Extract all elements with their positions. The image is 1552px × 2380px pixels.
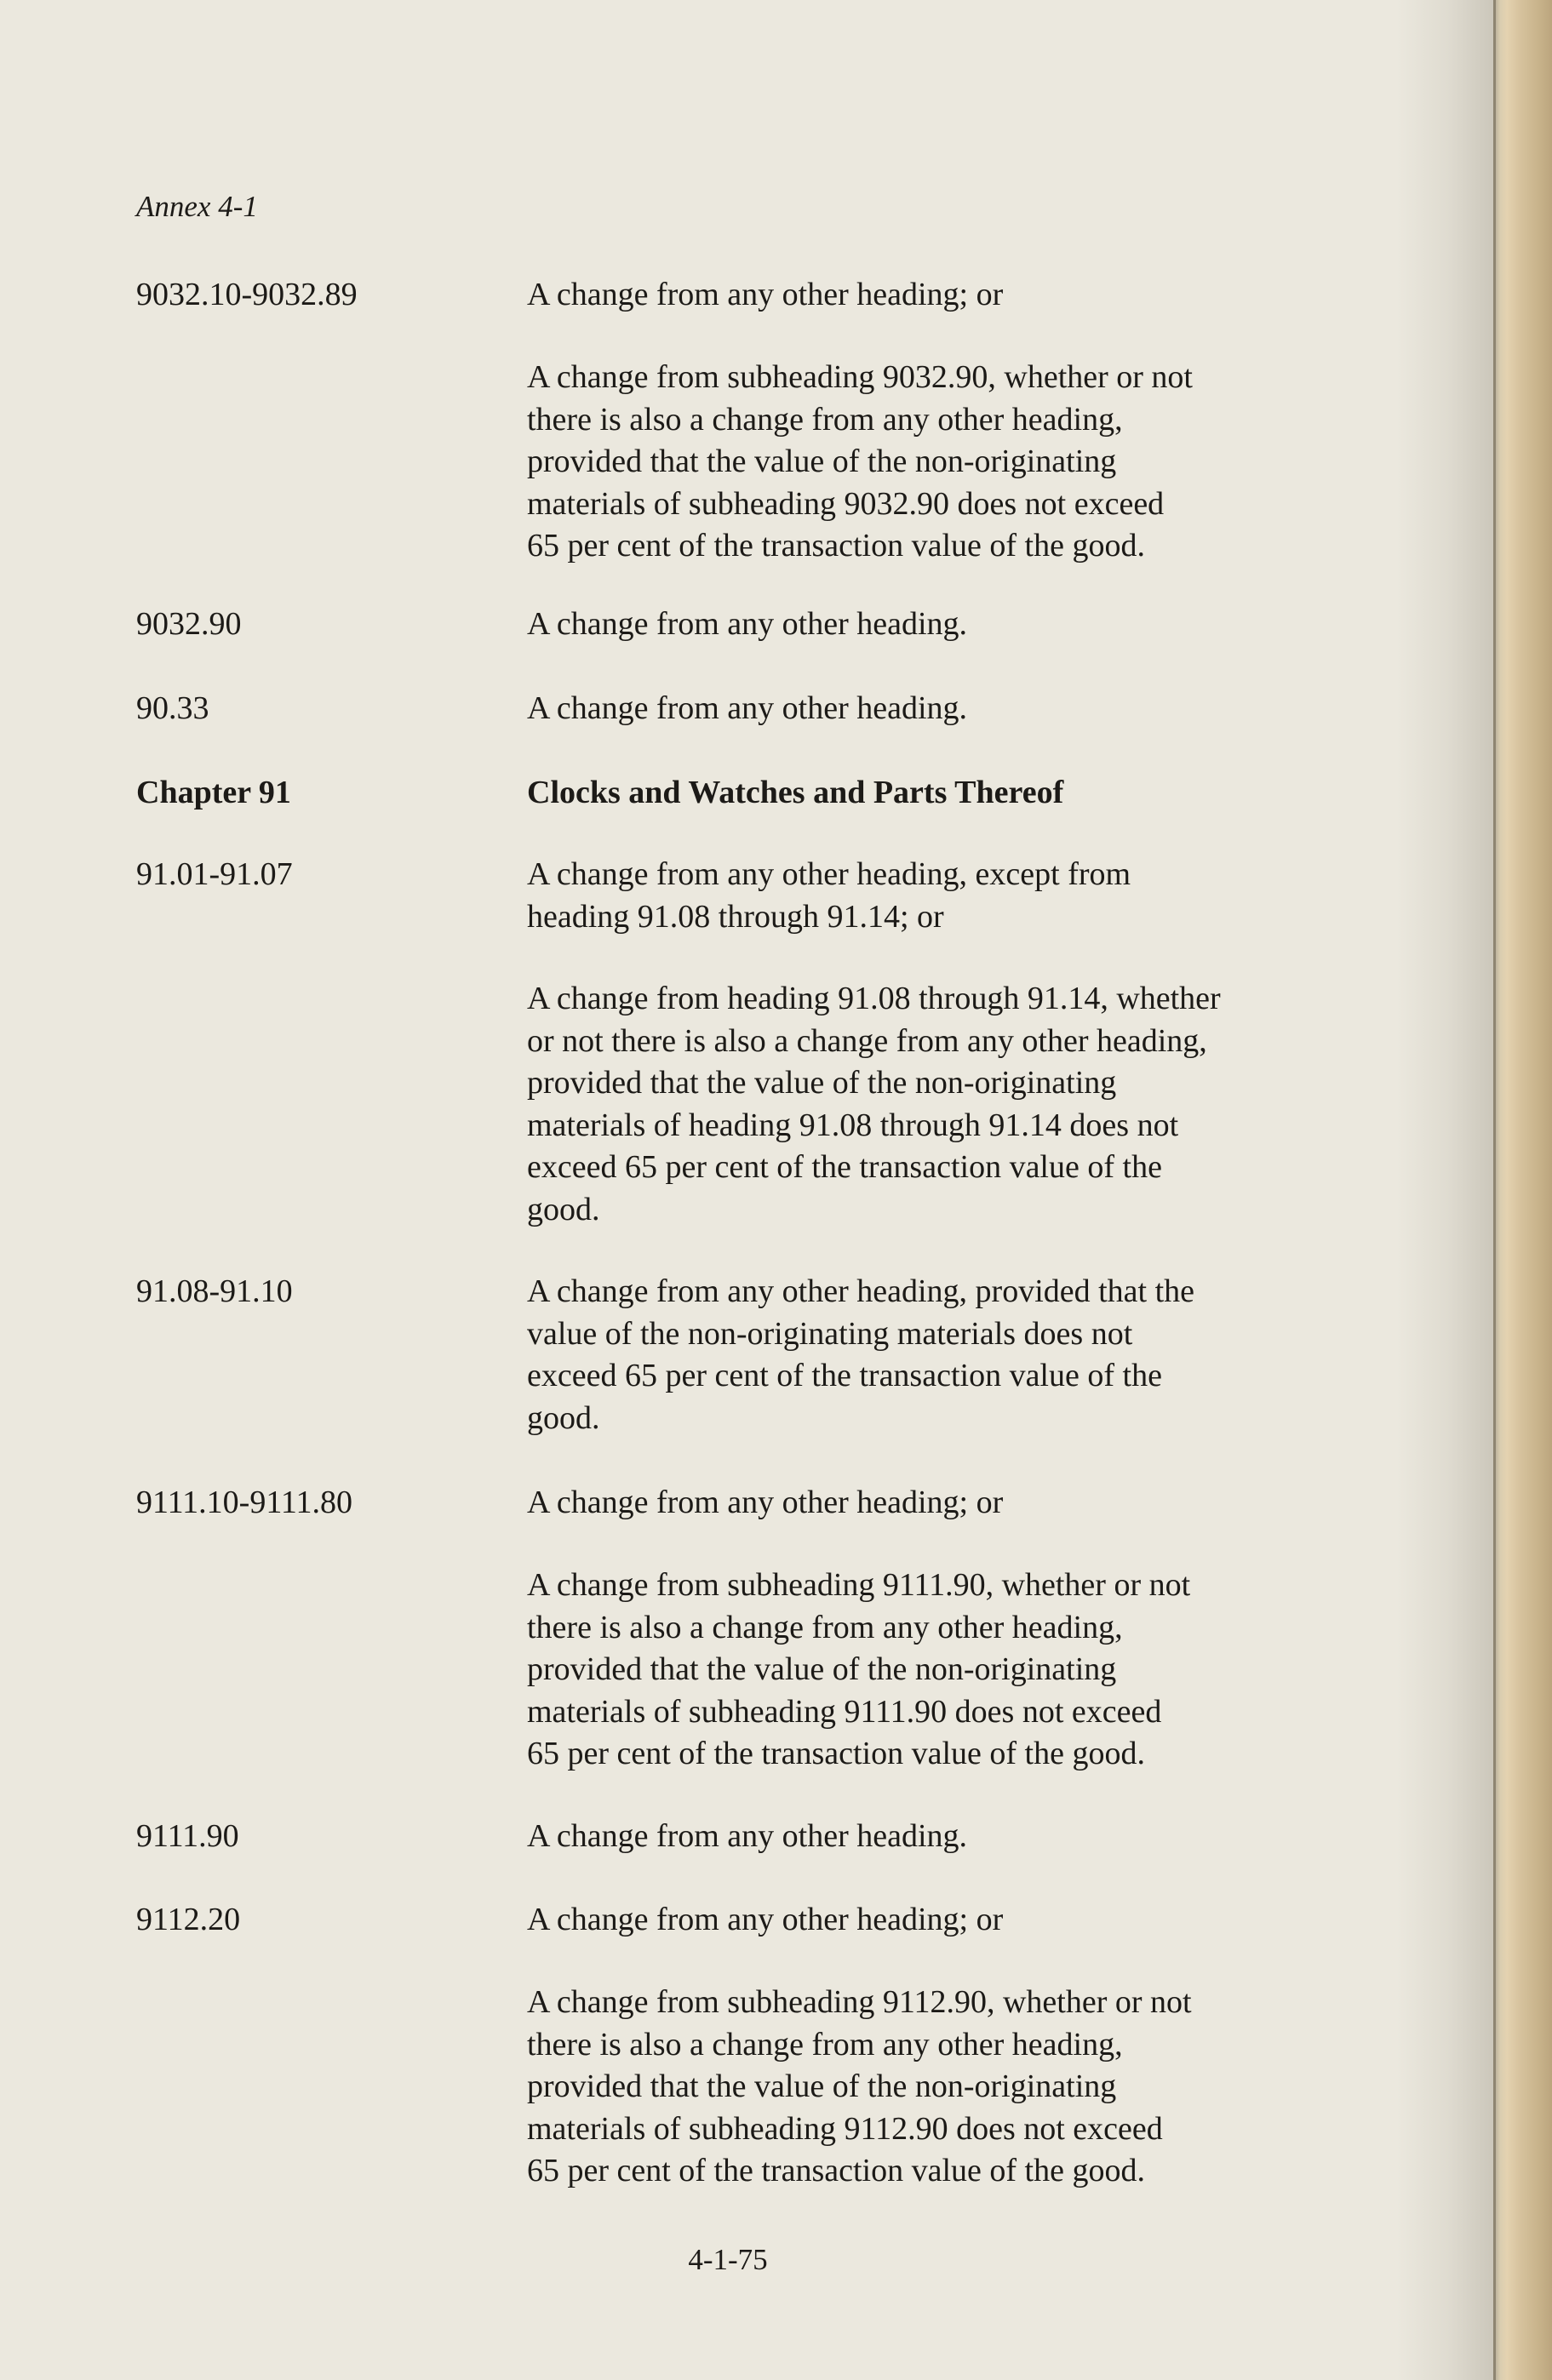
text-line: A change from any other heading; or xyxy=(527,1902,1004,1937)
text-line: provided that the value of the non-originating xyxy=(527,1651,1117,1687)
chapter-heading: Chapter 91 xyxy=(136,775,291,810)
text-line: provided that the value of the non-originating xyxy=(527,2068,1117,2104)
text-line: there is also a change from any other heading, xyxy=(527,401,1123,438)
text-line: A change from any other heading; or xyxy=(527,277,1004,312)
text-line: there is also a change from any other heading, xyxy=(527,2026,1123,2062)
tariff-code: 9032.10-9032.89 xyxy=(136,277,358,312)
text-line: good. xyxy=(527,1191,600,1227)
tariff-code: 9111.90 xyxy=(136,1818,239,1854)
rule-paragraph xyxy=(527,1899,1003,1942)
tariff-code: 9032.90 xyxy=(136,606,242,642)
text-line: or not there is also a change from any other heading, xyxy=(527,1022,1207,1059)
tariff-code: 9111.10-9111.80 xyxy=(136,1485,353,1520)
rule-paragraph xyxy=(527,772,1063,815)
text-line: A change from any other heading, except from xyxy=(527,856,1131,892)
rule-paragraph xyxy=(527,688,967,730)
text-line: materials of subheading 9111.90 does not exceed xyxy=(527,1693,1162,1730)
annex-header: Annex 4-1 xyxy=(136,190,258,223)
book-binding xyxy=(1495,0,1552,2380)
rule-paragraph xyxy=(527,1982,1192,2193)
text-line: A change from any other heading. xyxy=(527,1818,968,1854)
rule-paragraph xyxy=(527,1271,1194,1439)
text-line: materials of heading 91.08 through 91.14 does not xyxy=(527,1107,1179,1143)
binding-edge xyxy=(1493,0,1496,2380)
tariff-code: 9112.20 xyxy=(136,1902,241,1937)
rule-paragraph xyxy=(527,978,1221,1231)
text-line: value of the non-originating materials does not xyxy=(527,1315,1133,1352)
rule-paragraph xyxy=(527,357,1193,568)
tariff-code: 91.01-91.07 xyxy=(136,856,293,892)
text-line: good. xyxy=(527,1399,600,1436)
text-line: A change from any other heading. xyxy=(527,690,968,726)
text-line: provided that the value of the non-originating xyxy=(527,443,1117,479)
page-number: 4-1-75 xyxy=(688,2243,768,2276)
text-line: A change from any other heading. xyxy=(527,606,968,642)
text-line: there is also a change from any other heading, xyxy=(527,1609,1123,1645)
text-line: exceed 65 per cent of the transaction value of the xyxy=(527,1149,1162,1185)
text-line: A change from subheading 9112.90, whether or not xyxy=(527,1984,1192,2020)
text-line: 65 per cent of the transaction value of the good. xyxy=(527,2153,1145,2188)
text-line: materials of subheading 9112.90 does not exceed xyxy=(527,2110,1163,2147)
rule-paragraph xyxy=(527,274,1003,317)
rule-paragraph xyxy=(527,604,967,646)
text-line: Clocks and Watches and Parts Thereof xyxy=(527,775,1064,810)
text-line: A change from heading 91.08 through 91.14, whether xyxy=(527,981,1221,1016)
text-line: materials of subheading 9032.90 does not exceed xyxy=(527,485,1165,522)
text-line: provided that the value of the non-originating xyxy=(527,1065,1117,1101)
text-line: A change from subheading 9111.90, whether or not xyxy=(527,1567,1191,1603)
text-line: exceed 65 per cent of the transaction value of the xyxy=(527,1358,1162,1393)
rule-paragraph xyxy=(527,1565,1190,1776)
rule-paragraph xyxy=(527,1482,1003,1525)
text-line: A change from any other heading; or xyxy=(527,1485,1004,1520)
rule-paragraph xyxy=(527,1816,967,1858)
text-line: A change from subheading 9032.90, whether or not xyxy=(527,359,1193,395)
text-line: heading 91.08 through 91.14; or xyxy=(527,898,944,935)
rule-paragraph xyxy=(527,854,1131,938)
text-line: 65 per cent of the transaction value of the good. xyxy=(527,1736,1145,1771)
text-line: 65 per cent of the transaction value of the good. xyxy=(527,528,1145,564)
tariff-code: 90.33 xyxy=(136,690,209,726)
tariff-code: 91.08-91.10 xyxy=(136,1273,293,1309)
text-line: A change from any other heading, provided that the xyxy=(527,1273,1195,1309)
